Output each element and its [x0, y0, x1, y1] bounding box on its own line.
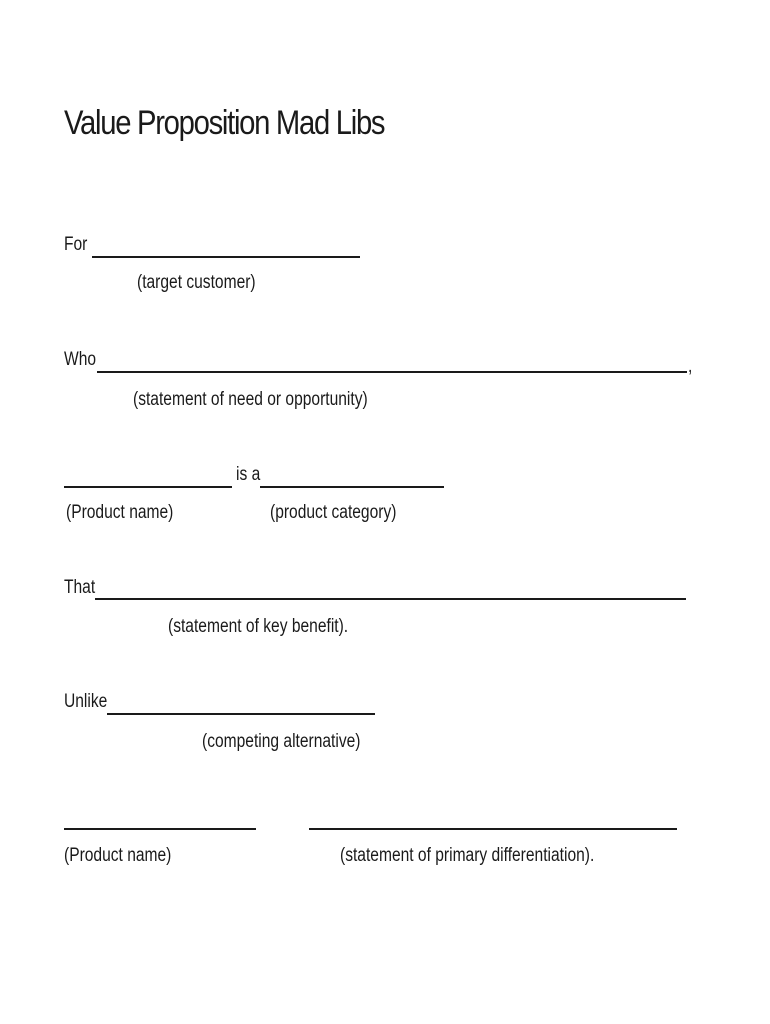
- is-a-label: is a: [236, 464, 261, 485]
- target-customer-hint: (target customer): [137, 272, 256, 293]
- for-label: For: [64, 234, 88, 255]
- that-label: That: [64, 577, 96, 598]
- product-name-hint-2: (Product name): [64, 845, 172, 866]
- primary-differentiation-hint: (statement of primary differentiation).: [340, 845, 595, 866]
- need-hint: (statement of need or opportunity): [133, 389, 368, 410]
- key-benefit-hint: (statement of key benefit).: [168, 616, 349, 637]
- unlike-label: Unlike: [64, 691, 108, 712]
- competing-alternative-hint: (competing alternative): [202, 731, 361, 752]
- target-customer-blank[interactable]: [92, 256, 360, 258]
- primary-differentiation-blank[interactable]: [309, 828, 677, 830]
- page-title: Value Proposition Mad Libs: [64, 104, 385, 142]
- competing-alternative-blank[interactable]: [107, 713, 375, 715]
- product-name-blank-1[interactable]: [64, 486, 232, 488]
- need-blank[interactable]: [97, 371, 687, 373]
- who-label: Who: [64, 349, 97, 370]
- product-name-hint-1: (Product name): [66, 502, 174, 523]
- key-benefit-blank[interactable]: [95, 598, 686, 600]
- product-category-hint: (product category): [270, 502, 397, 523]
- product-name-blank-2[interactable]: [64, 828, 256, 830]
- who-comma: ,: [688, 356, 693, 377]
- product-category-blank[interactable]: [260, 486, 444, 488]
